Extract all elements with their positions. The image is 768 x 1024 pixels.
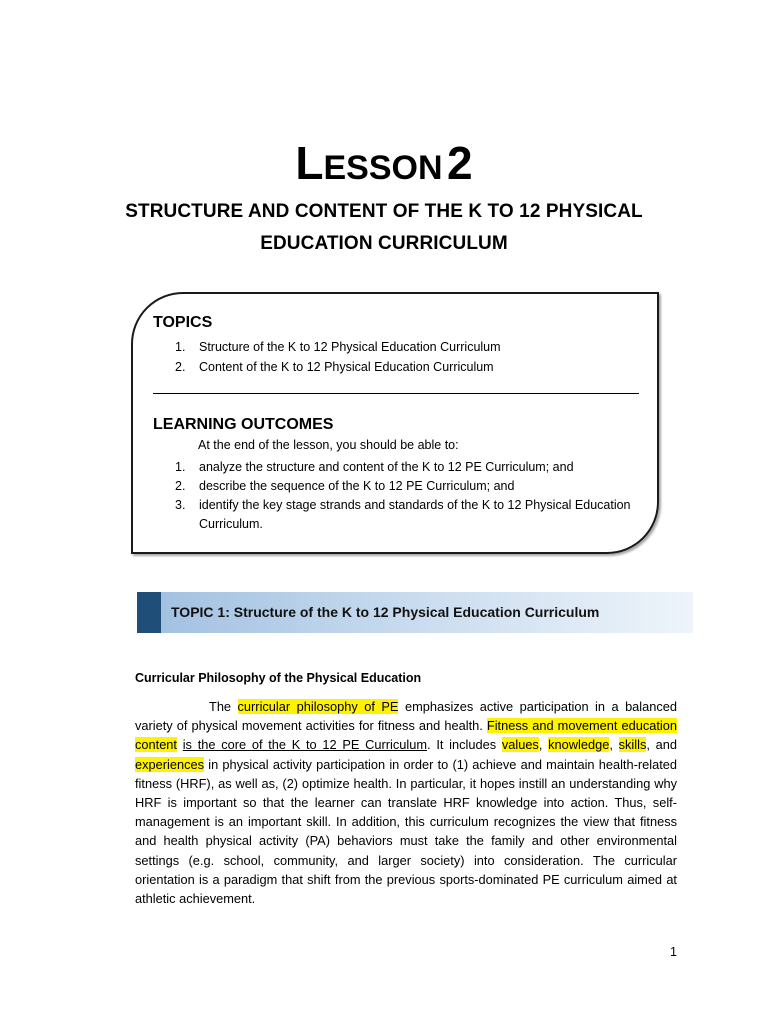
topic-banner	[137, 592, 693, 633]
outcome-item-text: describe the sequence of the K to 12 PE Curriculum; and	[199, 479, 515, 493]
highlighted-text: experiences	[135, 756, 205, 772]
outcome-item-number: 3.	[175, 498, 186, 512]
para-text: . It includes	[427, 737, 502, 753]
highlighted-text: values	[501, 737, 539, 753]
topic-item-number: 2.	[175, 360, 186, 374]
topic-item	[175, 357, 501, 377]
learning-outcomes-intro: At the end of the lesson, you should be able to:	[198, 438, 459, 452]
para-text: ,	[609, 737, 619, 753]
lesson-title	[0, 137, 768, 189]
outcome-item-text: identify the key stage strands and standards of the K to 12 Physical Education Curriculum.	[199, 498, 631, 531]
highlighted-text: Fitness and movement education content	[135, 718, 677, 753]
outcome-item-number: 1.	[175, 460, 186, 474]
outcome-item	[175, 496, 635, 534]
topic-item-text: Structure of the K to 12 Physical Education Curriculum	[199, 340, 501, 354]
outcome-item-number: 2.	[175, 479, 186, 493]
topic-item	[175, 337, 501, 357]
page-number: 1	[670, 945, 677, 959]
lesson-subtitle: STRUCTURE AND CONTENT OF THE K TO 12 PHYSICAL EDUCATION CURRICULUM	[125, 201, 643, 254]
lesson-title-initial: L	[295, 137, 324, 189]
topic-item-text: Content of the K to 12 Physical Education Curriculum	[199, 360, 494, 374]
para-text: emphasizes active participation in a balanced variety of physical movement activities for fitness and health.	[135, 699, 678, 734]
outcome-item-text: analyze the structure and content of the K to 12 PE Curriculum; and	[199, 460, 574, 474]
body-paragraph	[135, 697, 677, 908]
lesson-title-rest: ESSON	[323, 149, 443, 187]
topics-list	[175, 337, 501, 377]
topics-heading: TOPICS	[153, 314, 213, 331]
underlined-text: is the core of the K to 12 PE Curriculum	[182, 737, 428, 753]
topic-banner-title: TOPIC 1: Structure of the K to 12 Physical Education Curriculum	[171, 604, 600, 620]
topic-item-number: 1.	[175, 340, 186, 354]
para-text: ,	[538, 737, 549, 753]
outcome-item	[175, 477, 635, 496]
lesson-number: 2	[447, 137, 473, 189]
highlighted-text: knowledge	[548, 737, 610, 753]
para-text: , and	[646, 737, 677, 753]
para-text: The	[209, 699, 238, 714]
highlighted-text: curricular philosophy of PE	[237, 699, 399, 714]
outcome-item	[175, 458, 635, 477]
section-heading: Curricular Philosophy of the Physical Education	[135, 671, 422, 685]
topic-banner-accent-bar	[137, 592, 161, 633]
para-text: in physical activity participation in order to (1) achieve and maintain health-related fitness (HRF), as well as, (2) optimize health. In particular, it hopes instill an understanding why HRF is important so that the learner can translate HRF knowledge into action. Thus, self-management is an important skill. In addition, this curriculum recognizes the view that fitness and health physical activity (PA) behaviors must take the family and other environmental settings (e.g. school, community, and larger society) into consideration. The curricular orientation is a paradigm that shift from the previous sports-dominated PE curriculum aimed at athletic achievement.	[135, 756, 677, 907]
learning-outcomes-list	[175, 458, 635, 534]
highlighted-text: skills	[618, 737, 647, 753]
box-divider	[153, 393, 639, 394]
learning-outcomes-heading: LEARNING OUTCOMES	[153, 416, 334, 433]
